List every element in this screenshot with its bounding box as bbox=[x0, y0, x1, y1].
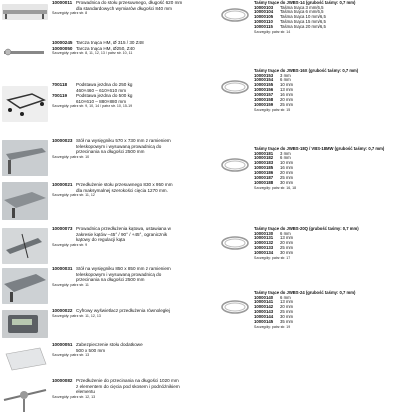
product-description: 500 x 500 mm bbox=[76, 347, 106, 353]
blade-size: 13 mm bbox=[280, 299, 294, 305]
blade-code: 10000110 bbox=[254, 19, 273, 25]
page-reference: Szczegóły: patrz str. 12, 13 bbox=[52, 394, 96, 399]
sliding-table-guide-image bbox=[2, 4, 48, 20]
blade-code: 10000182 bbox=[254, 155, 274, 161]
blade-group bbox=[218, 226, 414, 284]
blade-code: 10000131 bbox=[254, 235, 274, 241]
product-description: Podstawa jezdna do 500 kg bbox=[76, 93, 133, 98]
list-item bbox=[0, 138, 218, 178]
blade-code: 10000186 bbox=[254, 170, 274, 176]
blade-size: 10 mm bbox=[280, 160, 294, 166]
blade-size: 25 mm bbox=[280, 175, 294, 181]
list-item bbox=[0, 266, 218, 306]
blade-code: 10000115 bbox=[254, 24, 273, 30]
page-reference: Szczegóły: patrz str. 15 bbox=[254, 107, 291, 112]
blade-size: 20 mm bbox=[280, 170, 294, 176]
outrigger-table-image bbox=[2, 140, 48, 176]
blade-size: 6 mm bbox=[280, 155, 291, 161]
list-item bbox=[0, 226, 218, 266]
list-item bbox=[0, 40, 218, 76]
product-description: Przedłużenie stołu przesuwnego 830 x 950 mm bbox=[76, 182, 173, 187]
blade-code: 10000134 bbox=[254, 250, 274, 256]
product-code: 10000050 bbox=[52, 45, 73, 51]
mobile-base-image bbox=[2, 86, 48, 122]
outrigger-table-large-image bbox=[2, 268, 48, 304]
blade-coil-icon bbox=[220, 156, 250, 174]
blade-size: 6 mm bbox=[280, 294, 291, 300]
blade-code: 10000132 bbox=[254, 240, 274, 246]
blade-coil-icon bbox=[220, 78, 250, 96]
blade-size: 6 mm bbox=[280, 77, 291, 83]
page-reference: Szczegóły: patrz str. 10 bbox=[52, 154, 90, 159]
blade-coil-icon bbox=[220, 298, 250, 316]
sliding-table-extension-image bbox=[2, 182, 48, 220]
blade-code: 10000105 bbox=[254, 14, 274, 20]
product-description: Stół na wysięgniku 850 x 850 mm z ramieniem bbox=[76, 266, 171, 271]
table-extension-image bbox=[2, 344, 48, 374]
product-code: 10000082 bbox=[52, 378, 73, 383]
band-saw-blades-list bbox=[218, 0, 414, 418]
product-description: zakresie kątów –45° / 90° / +45°, ogranicznik bbox=[76, 231, 168, 237]
list-item bbox=[0, 342, 218, 376]
blade-size: 3 mm bbox=[280, 72, 291, 78]
product-code bbox=[52, 149, 76, 155]
blade-code: 10000142 bbox=[254, 304, 274, 310]
page-reference: Szczegóły: patrz str. 9, 10, 14 / patrz str. 10, 15-19 bbox=[52, 104, 133, 108]
blade-code: 10000159 bbox=[254, 101, 274, 107]
product-description: Tarcza tnąca HM, Ø250, Z40 bbox=[76, 45, 135, 51]
page-reference: Szczegóły: patrz str. 11 bbox=[52, 282, 89, 287]
page-reference: Szczegóły: patrz str. 8, 11, 12, 13 / patrz str. 10, 11 bbox=[52, 51, 133, 55]
blade-size: 6 mm bbox=[280, 230, 291, 236]
blade-code: 10000185 bbox=[254, 165, 274, 171]
blade-size: 10 mm bbox=[280, 82, 294, 88]
blade-size: 30 mm bbox=[280, 250, 294, 256]
blade-code: 10000104 bbox=[254, 9, 274, 15]
blade-code: 10000181 bbox=[254, 150, 274, 156]
product-description: dla maksymalnej szerokości cięcia 1270 mm. bbox=[76, 187, 168, 193]
blade-group bbox=[218, 0, 414, 54]
blade-code: 10000153 bbox=[254, 72, 274, 78]
blade-size: 25 mm bbox=[280, 101, 294, 107]
page-reference: Szczegóły: patrz str. 13 bbox=[52, 353, 90, 357]
blade-code: 10000155 bbox=[254, 82, 274, 88]
group-title: Taśmy tnące do JWBS-18Q / VBS-18MW (grubość taśmy: 0,7 mm) bbox=[254, 146, 385, 151]
list-item bbox=[0, 82, 218, 132]
blade-size: 3 mm bbox=[280, 150, 291, 156]
digital-display-image bbox=[2, 310, 48, 338]
page-reference: Szczegóły: patrz str. 11, 12 bbox=[52, 193, 95, 197]
blade-code: 10000154 bbox=[254, 77, 274, 83]
list-item bbox=[0, 182, 218, 222]
product-description: przecinania na długości 2500 mm bbox=[76, 277, 145, 282]
blade-size: 30 mm bbox=[280, 179, 294, 185]
blade-size: 16 mm bbox=[280, 92, 294, 98]
list-item bbox=[0, 0, 218, 34]
page-reference: Szczegóły: patrz str. 17 bbox=[254, 256, 291, 261]
product-description: kątowy do regulacji kąta bbox=[76, 237, 126, 242]
page-reference: Szczegóły: patrz str. 19 bbox=[254, 324, 291, 329]
list-item bbox=[0, 308, 218, 340]
product-description: z elementem do cięcia pod skosem i podnóżnikiem bbox=[76, 383, 180, 389]
blade-size: 20 mm bbox=[280, 304, 294, 310]
product-description: Stół na wysięgniku 570 x 730 mm z ramieniem bbox=[76, 138, 171, 143]
product-description: Podstawa jezdna do 250 kg bbox=[76, 82, 133, 87]
product-code: 10000245 bbox=[52, 40, 73, 45]
angle-fence-image bbox=[2, 228, 48, 264]
blade-code: 10000133 bbox=[254, 245, 274, 251]
product-description: Tarcza tnąca HM, Ø 315 / 30 Z48 bbox=[76, 40, 144, 45]
product-description: Zabezpieczenie stołu dodatkowe bbox=[76, 342, 143, 347]
blade-code: 10000157 bbox=[254, 92, 274, 98]
blade-size: 25 mm bbox=[280, 245, 294, 251]
blade-size: Taśma tnąca 20 mm/6,5 bbox=[280, 24, 326, 30]
product-code bbox=[52, 237, 76, 243]
product-description: Prowadnica przedłużenia kątowa, ustawiana w bbox=[76, 226, 171, 231]
blade-group bbox=[218, 290, 414, 356]
group-title: Taśmy tnące do JWBS-24 (grubość taśmy: 0,7 mm) bbox=[254, 290, 356, 295]
product-code: 700118 bbox=[52, 82, 68, 87]
product-description: elementu bbox=[76, 389, 95, 394]
blade-size: 25 mm bbox=[280, 309, 294, 315]
blade-size: 13 mm bbox=[280, 235, 294, 241]
blade-size: 13 mm bbox=[280, 87, 294, 93]
blade-size: 30 mm bbox=[280, 314, 294, 320]
blade-code: 10000156 bbox=[254, 87, 274, 93]
blade-size: Taśma tnąca 6 mm/6,5 bbox=[280, 9, 324, 15]
product-code bbox=[52, 277, 76, 283]
page-reference: Szczegóły: patrz str. 16, 18 bbox=[254, 185, 297, 190]
page-reference: Szczegóły: patrz str. 8 bbox=[52, 11, 88, 15]
blade-code: 10000141 bbox=[254, 299, 274, 305]
product-code: 10000073 bbox=[52, 226, 73, 231]
product-description: teleskopowym i wysuwaną prowadnicą do bbox=[76, 271, 162, 277]
product-description: 610×610 – 880×880 mm bbox=[76, 98, 127, 104]
group-title: Taśmy tnące do JWBS-16X (grubość taśmy: 0,7 mm) bbox=[254, 68, 359, 73]
product-code: 10000023 bbox=[52, 138, 73, 143]
blade-size: Taśma tnąca 10 mm/6,5 bbox=[280, 14, 326, 20]
group-title: Taśmy tnące do JWBS-20Q (grubość taśmy: 0,7 mm) bbox=[254, 226, 359, 231]
page-reference: Szczegóły: patrz str. 11, 12, 13 bbox=[52, 313, 101, 318]
blade-code: 10000183 bbox=[254, 160, 274, 166]
product-code: 10000031 bbox=[52, 266, 73, 271]
blade-size: Taśma tnąca 15 mm/6,5 bbox=[280, 19, 326, 25]
product-code: 700119 bbox=[52, 93, 68, 98]
product-description: Prowadnica do stołu przesuwnego, długość 620 mm bbox=[76, 0, 183, 5]
blade-size: Taśma tnąca 3 mm/6,5 bbox=[280, 4, 324, 10]
length-cutting-extension-image bbox=[2, 380, 48, 414]
blade-code: 10000130 bbox=[254, 230, 274, 236]
page-reference: Szczegóły: patrz str. 14 bbox=[254, 30, 291, 35]
product-description: Cyfrowy wyświetlacz przedłużenia równoległej bbox=[76, 308, 170, 313]
blade-group bbox=[218, 146, 414, 222]
blade-code: 10000140 bbox=[254, 294, 274, 300]
product-code: 10000011 bbox=[52, 0, 73, 5]
blade-coil-icon bbox=[220, 6, 250, 24]
blade-group bbox=[218, 68, 414, 138]
product-description: dla standardowych wymiarów długości 840 mm bbox=[76, 5, 172, 11]
blade-code: 10000187 bbox=[254, 175, 274, 181]
blade-code: 10000145 bbox=[254, 319, 274, 325]
product-code: 10000051 bbox=[52, 342, 73, 347]
blade-code: 10000158 bbox=[254, 97, 274, 103]
blade-size: 20 mm bbox=[280, 240, 294, 246]
product-description: teleskopowym i wysuwaną prowadnicą do bbox=[76, 143, 162, 149]
product-code bbox=[52, 389, 76, 395]
blade-code: 10000144 bbox=[254, 314, 274, 320]
blade-size: 35 mm bbox=[280, 319, 294, 325]
product-code: 10000022 bbox=[52, 308, 73, 313]
page-reference: Szczegóły: patrz str. 9 bbox=[52, 242, 88, 247]
product-description: 460×460 – 610×610 mm bbox=[76, 87, 127, 93]
blade-code: 10000143 bbox=[254, 309, 274, 315]
list-item bbox=[0, 378, 218, 418]
product-code: 10000021 bbox=[52, 182, 73, 187]
saw-blade-image bbox=[2, 44, 48, 60]
blade-code: 10000188 bbox=[254, 179, 274, 185]
product-description: Przedłużenie do przecinania na długości 1020 mm bbox=[76, 378, 179, 383]
product-description: przecinania na długości 2500 mm bbox=[76, 149, 145, 154]
blade-code: 10000103 bbox=[254, 4, 274, 10]
group-title: Taśmy tnące do JWBS-14 (grubość taśmy: 0,7 mm) bbox=[254, 0, 356, 5]
blade-size: 20 mm bbox=[280, 97, 294, 103]
blade-size: 16 mm bbox=[280, 165, 294, 171]
blade-coil-icon bbox=[220, 234, 250, 252]
